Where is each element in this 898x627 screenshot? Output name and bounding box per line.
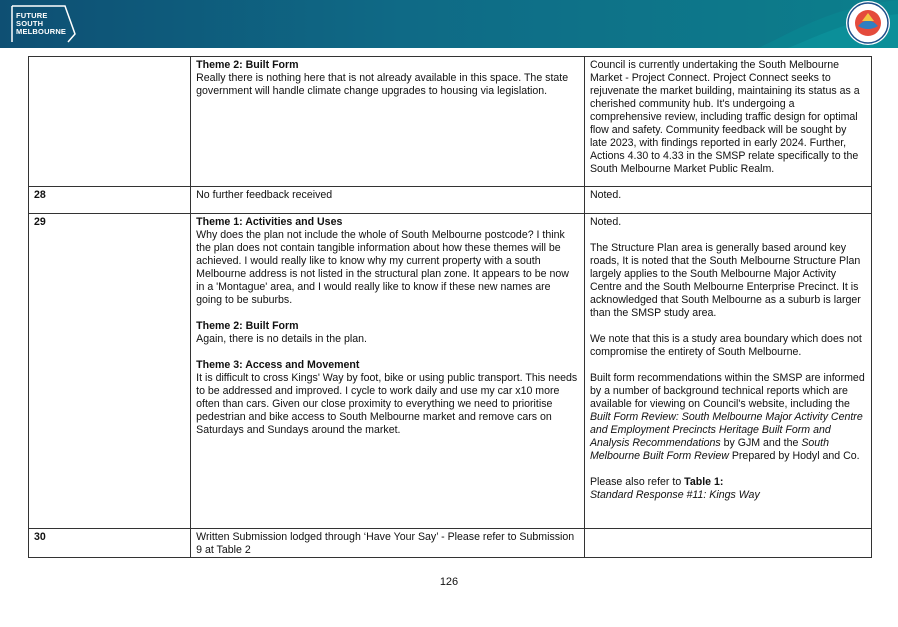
feedback-table — [28, 56, 872, 558]
report-title: South Melbourne Built Form Review — [589, 437, 830, 462]
response-cell — [584, 214, 871, 529]
response-text: by GJM and the — [720, 437, 802, 449]
logo-line-2: SOUTH — [16, 19, 44, 28]
response-cell: Noted. — [584, 187, 871, 214]
response-paragraph — [590, 476, 866, 489]
response-cell: Council is currently undertaking the South Melbourne Market - Project Connect. Project Connect seeks to rejuvenate the market building, maintaining its status as a cherished community hub. It's undergoing a comprehensive review, including traffic design for optimal flow and safety. Community feedback will be sought by late 2023, with findings reported in early 2024. Further, Actions 4.30 to 4.33 in the SMSP relate specifically to the South Melbourne Market Public Realm. — [584, 57, 871, 187]
feedback-cell: No further feedback received — [191, 187, 585, 214]
response-paragraph: The Structure Plan area is generally based around key roads, It is noted that the South Melbourne Structure Plan largely applies to the South Melbourne Major Activity Centre and the South Melbourne Enterprise Precinct. It is acknowledged that South Melbourne as a suburb is larger than the SMSP study area. — [589, 242, 861, 319]
feedback-cell: Written Submission lodged through ‘Have Your Say’ - Please refer to Submission 9 at Table 2 — [191, 529, 585, 558]
row-id-cell — [29, 57, 191, 187]
table-row — [29, 529, 872, 558]
table-reference: Table 1: — [684, 476, 724, 488]
logo-line-1: FUTURE — [16, 11, 48, 20]
response-paragraph: Noted. — [589, 216, 622, 228]
standard-response-reference: Standard Response #11: Kings Way — [589, 489, 760, 501]
table-row — [29, 57, 872, 187]
response-text: Please also refer to — [589, 476, 685, 488]
feedback-text: Really there is nothing here that is not already available in this space. The state government will handle climate change upgrades to housing via legislation. — [196, 72, 569, 97]
theme-heading: Theme 2: Built Form — [196, 59, 299, 71]
response-cell — [584, 529, 871, 558]
theme-heading: Theme 1: Activities and Uses — [196, 216, 343, 228]
table-row — [29, 214, 872, 529]
city-of-port-phillip-seal — [846, 1, 890, 45]
future-south-melbourne-logo — [10, 4, 80, 44]
logo-line-3: MELBOURNE — [16, 27, 67, 36]
table-row — [29, 187, 872, 214]
row-id-cell: 29 — [29, 214, 191, 529]
feedback-cell — [191, 57, 585, 187]
feedback-text: Again, there is no details in the plan. — [196, 333, 367, 345]
response-paragraph — [590, 372, 866, 463]
page-header — [0, 0, 898, 48]
feedback-cell — [191, 214, 585, 529]
page-number: 126 — [439, 576, 459, 588]
feedback-text: Why does the plan not include the whole of South Melbourne postcode? I think the plan does not contain tangible information about how these themes will be achieved. I would really like to know why my current property with a south Melbourne address is not listed in the structural plan zone. It appears to be now in a 'Montague' area, and I would really like to know if these new names are going to be suburbs. — [196, 229, 569, 306]
feedback-text: It is difficult to cross Kings' Way by foot, bike or using public transport. This needs to be addressed and improved. I cycle to work daily and use my car x10 more often than cars. Given our close proximity to everything we need to prioritise pedestrian and bike access to South Melbourne market and remove cars on Saturdays and Sundays around the market. — [196, 372, 578, 436]
response-paragraph: We note that this is a study area boundary which does not compromise the entirety of South Melbourne. — [589, 333, 862, 358]
report-title: Built Form Review: South Melbourne Major Activity Centre and Employment Precincts Heritage Built Form and Analysis Recommendations — [589, 411, 863, 449]
response-text: Prepared by Hodyl and Co. — [728, 450, 860, 462]
response-text: Built form recommendations within the SMSP are informed by a number of background technical reports which are available for viewing on Council's website, including the — [589, 372, 865, 410]
theme-heading: Theme 3: Access and Movement — [196, 359, 360, 371]
theme-heading: Theme 2: Built Form — [196, 320, 299, 332]
row-id-cell: 28 — [29, 187, 191, 214]
row-id-cell: 30 — [29, 529, 191, 558]
